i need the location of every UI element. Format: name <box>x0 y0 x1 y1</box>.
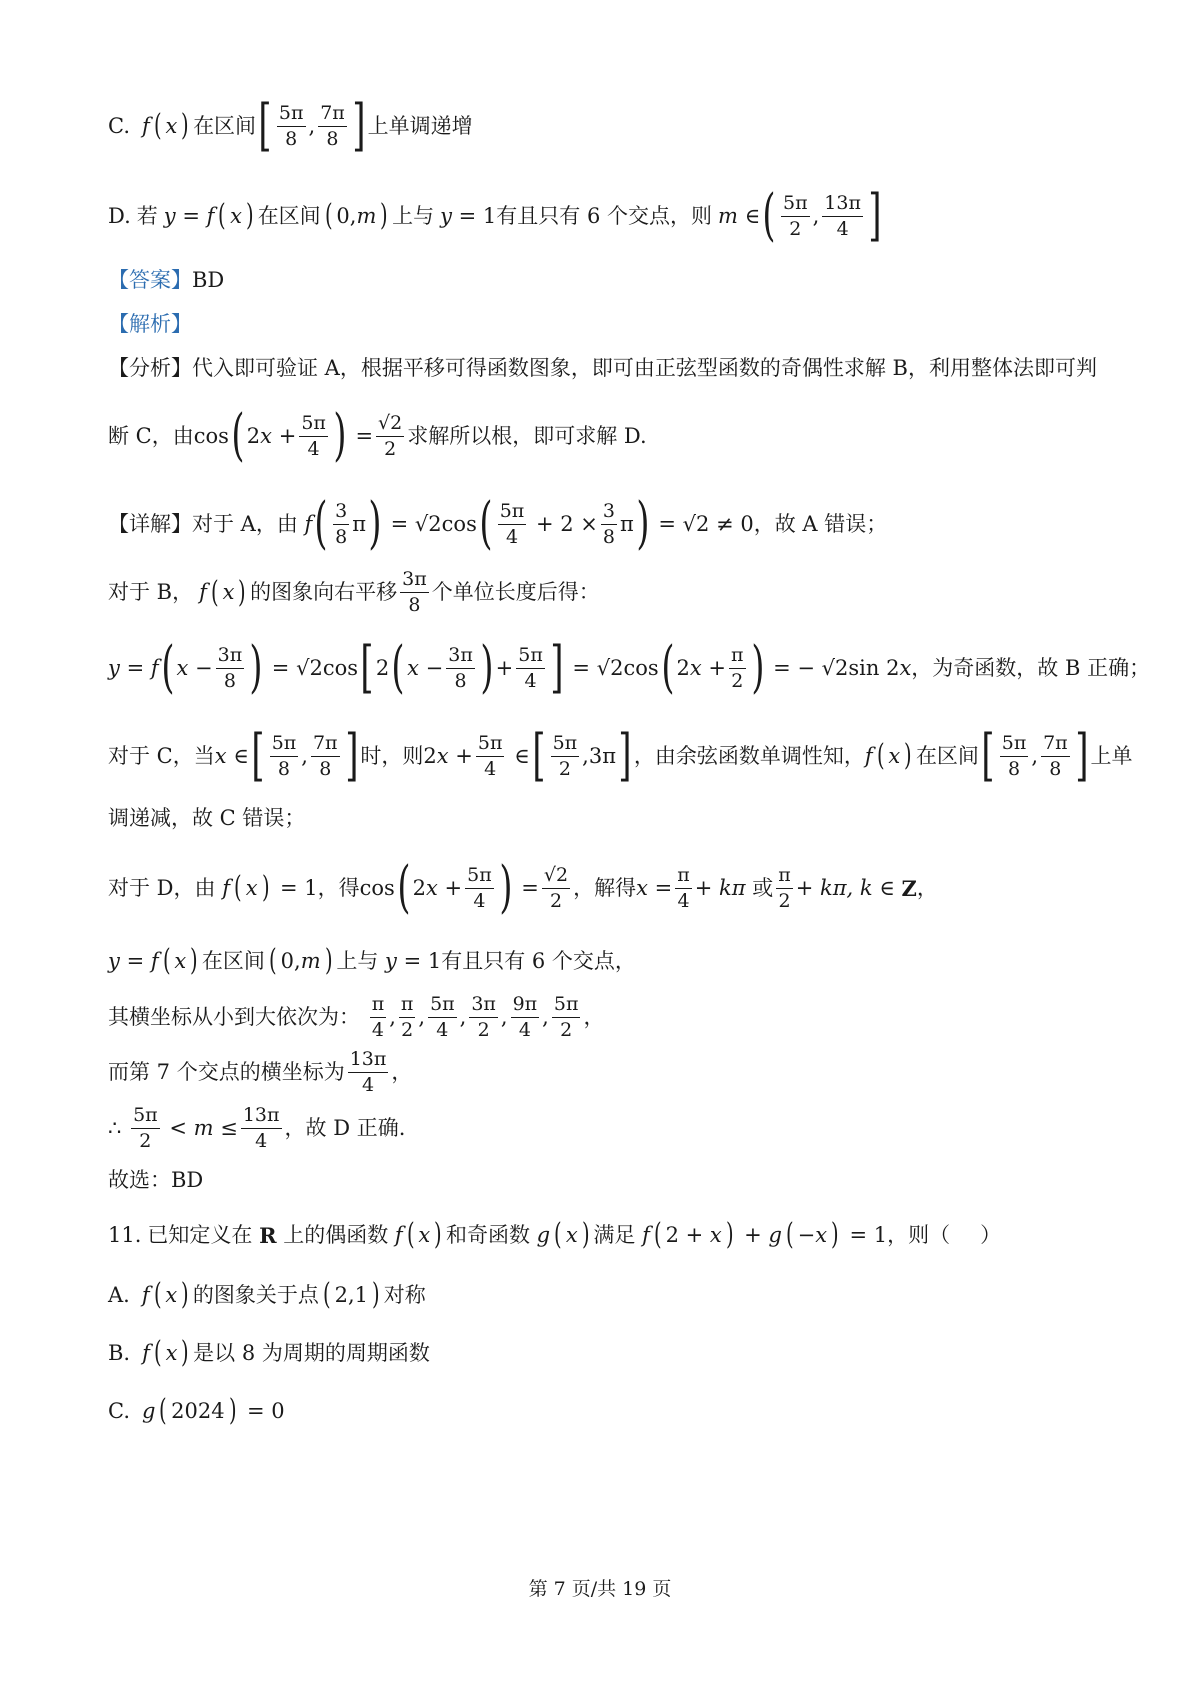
func: cos <box>193 423 229 448</box>
fraction: $\frac{√2}{2}$ <box>543 863 569 912</box>
sqrt: √2 <box>296 655 323 680</box>
option-label: C. <box>108 113 130 138</box>
question-11: 11. 已知定义在 R 上的偶函数 f ( x ) 和奇函数 g ( x ) 满足 f ( 2 + x ) + g ( − x ) = 1 ，则（ ） <box>108 1217 1002 1252</box>
text: ，故 D 正确. <box>284 1116 406 1140</box>
var: x <box>214 743 227 768</box>
var: x <box>888 743 901 768</box>
text: 对于 A，由 <box>192 511 298 536</box>
line-d1: 对于 D，由 f ( x ) = 1 ，得 cos ( 2 x + $\frac{5\pi}{4}$ ) = $\frac{√2}{2}$ ，解得 x = $\frac{\pi}{4}$ + kπ 或 $\frac{\pi}{2}$ + kπ, k ∈ Z ， <box>108 855 938 920</box>
var: x <box>245 875 258 900</box>
op: + <box>744 1222 762 1247</box>
line-d5 <box>108 1106 405 1151</box>
op: ∈ <box>233 743 249 768</box>
var: x <box>689 655 702 680</box>
option-d: D. 若 y = f ( x ) 在区间 ( 0, m ) 上与 y = 1 有且只有 6 个交点，则 m ∈ ( $\frac{5\pi}{2}$ , $\frac{13\pi}{4}$ ] <box>108 183 882 248</box>
fraction: $\frac{9\pi}{4}$ <box>512 993 538 1041</box>
func: cos <box>322 655 358 680</box>
text: ，则（ <box>887 1222 951 1247</box>
var: x <box>418 1222 431 1247</box>
fraction: $\frac{5\pi}{2}$ <box>783 191 808 240</box>
op: = 0 <box>247 1398 285 1423</box>
func-symbol: f <box>642 1222 650 1247</box>
op: = 1 <box>279 875 318 900</box>
fraction: $\frac{3}{8}$ <box>335 499 348 548</box>
op: = <box>126 948 145 973</box>
var: m <box>300 948 321 973</box>
sqrt: √2 <box>596 655 624 680</box>
fraction: $\frac{5\pi}{8}$ <box>271 731 297 780</box>
fraction: $\frac{5\pi}{4}$ <box>477 731 503 780</box>
op: + <box>444 875 463 900</box>
fraction: $\frac{5\pi}{4}$ <box>301 411 326 460</box>
text: ，为奇函数，故 B 正确； <box>911 655 1151 680</box>
answer-line <box>108 270 224 291</box>
point: 2,1 <box>334 1282 369 1307</box>
fraction: $\frac{3\pi}{8}$ <box>448 643 473 692</box>
var: m <box>193 1116 214 1140</box>
pi: π <box>352 511 367 536</box>
num: 2024 <box>171 1398 225 1423</box>
op: + <box>708 655 727 680</box>
var: m <box>356 203 377 228</box>
term: 2 + <box>665 1222 704 1247</box>
text: ， <box>583 1005 605 1029</box>
op: = <box>521 875 539 900</box>
text: 有且只有 6 个交点， <box>441 948 636 973</box>
fraction: $\frac{7\pi}{8}$ <box>312 731 338 780</box>
var: x <box>174 948 187 973</box>
op: − <box>425 655 444 680</box>
line-b2: y = f ( x − $\frac{3\pi}{8}$ ) = √2 cos [ 2 ( x − $\frac{3\pi}{8}$ ) + $\frac{5\pi}{4}$ ] = √2 cos ( 2 x + $\frac{\pi}{2}$ ) = − √2 sin 2 x ，为奇函数，故 B 正确； <box>108 635 1151 700</box>
op: = 1 <box>458 203 497 228</box>
op: = <box>126 655 145 680</box>
text: 对称 <box>383 1282 426 1307</box>
func-symbol: g <box>536 1222 551 1247</box>
real-set: R <box>259 1222 277 1248</box>
fenxi-line-2: 断 C，由 cos ( 2 x + $\frac{5\pi}{4}$ ) = $\frac{√2}{2}$ 求解所以根，即可求解 D. <box>108 403 647 468</box>
func-symbol: f <box>206 203 215 228</box>
text: 对于 C，当 <box>108 743 215 768</box>
func: sin 2 <box>848 655 900 680</box>
var: x <box>815 1222 828 1247</box>
text: 在区间 <box>915 743 979 768</box>
fraction: $\frac{5\pi}{4}$ <box>518 643 543 692</box>
text: 若 <box>136 203 158 228</box>
text: 的图象向右平移 <box>250 580 398 604</box>
op: = <box>271 655 290 680</box>
func-symbol: f <box>150 655 159 680</box>
var: y <box>163 203 176 228</box>
text: 上的偶函数 <box>283 1222 389 1247</box>
num: 2 <box>375 655 390 680</box>
func-symbol: f <box>394 1222 403 1247</box>
text: ，解得 <box>573 875 637 900</box>
op: = <box>182 203 200 228</box>
fraction: $\frac{3}{8}$ <box>602 499 615 548</box>
num: 0, <box>280 948 301 973</box>
fraction: $\frac{5\pi}{2}$ <box>133 1104 158 1152</box>
question-number: 11. <box>108 1222 142 1247</box>
fraction: $\frac{5\pi}{8}$ <box>278 101 304 150</box>
q11-option-b: B. f ( x ) 是以 8 为周期的周期函数 <box>108 1335 430 1370</box>
text: 对于 B， <box>108 580 194 604</box>
op: = 1 <box>849 1222 888 1247</box>
fraction: $\frac{5\pi}{4}$ <box>430 993 455 1041</box>
line-c2 <box>108 808 305 829</box>
text: 断 C，由 <box>108 423 194 448</box>
var: x <box>899 655 912 680</box>
var: x <box>426 875 438 900</box>
text: 调递减，故 C 错误； <box>108 806 306 830</box>
func-symbol: f <box>304 511 313 536</box>
option-label: C. <box>108 1398 130 1423</box>
text: 而第 7 个交点的横坐标为 <box>108 1060 345 1084</box>
fraction: $\frac{13\pi}{4}$ <box>824 191 861 240</box>
fraction: $\frac{7\pi}{8}$ <box>1043 731 1068 780</box>
fraction: $\frac{3\pi}{8}$ <box>217 643 243 692</box>
func-symbol: g <box>768 1222 782 1247</box>
var: y <box>108 655 120 680</box>
fraction: $\frac{5\pi}{2}$ <box>553 993 579 1041</box>
text: 时，则 <box>360 743 424 768</box>
var: y <box>108 948 120 973</box>
text: 上与 <box>392 203 435 228</box>
xiangjie-tag: 【详解】 <box>108 511 192 536</box>
text: ，由余弦函数单调性知， <box>633 743 865 768</box>
text: 是以 8 为周期的周期函数 <box>193 1340 430 1365</box>
op: = <box>654 875 673 900</box>
text: 已知定义在 <box>147 1222 253 1247</box>
text: 的图象关于点 <box>192 1282 319 1307</box>
text: 上单调递增 <box>367 113 473 138</box>
text: 对于 D，由 <box>108 875 216 900</box>
fraction: $\frac{5\pi}{4}$ <box>467 863 492 912</box>
text: 和奇函数 <box>445 1222 530 1247</box>
func-symbol: g <box>142 1398 156 1423</box>
fraction: $\frac{\pi}{4}$ <box>677 863 690 912</box>
num: 2 <box>423 743 437 768</box>
func-symbol: f <box>864 743 873 768</box>
op: ∈ <box>744 203 761 228</box>
guxuan-line <box>108 1170 203 1191</box>
func-symbol: f <box>142 1340 150 1365</box>
text: 在区间 <box>257 203 321 228</box>
op: = 1 <box>403 948 442 973</box>
text: 其横坐标从小到大依次为： <box>108 1005 360 1029</box>
op: = <box>355 423 374 448</box>
func: cos <box>359 875 395 900</box>
text: 上单 <box>1090 743 1133 768</box>
fraction: $\frac{13\pi}{4}$ <box>242 1104 280 1152</box>
var: x <box>165 1340 178 1365</box>
var: x <box>709 1222 722 1247</box>
line-d2: y = f ( x ) 在区间 ( 0, m ) 上与 y = 1 有且只有 6 个交点， <box>108 943 636 978</box>
op: − <box>797 1222 816 1247</box>
line-b1: 对于 B， f ( x ) 的图象向右平移 $\frac{3\pi}{8}$ 个单位长度后得： <box>108 568 600 616</box>
text: 故选：BD <box>108 1168 204 1192</box>
text: 代入即可验证 A，根据平移可得函数图象，即可由正弦型函数的奇偶性求解 B，利用整体法即可判 <box>192 356 1097 380</box>
jiexi-line <box>108 314 192 335</box>
answer-tag: 【答案】 <box>108 268 192 292</box>
num: 2 <box>676 655 690 680</box>
pi: π <box>619 511 634 536</box>
text: ，故 A 错误； <box>753 511 888 536</box>
text: 个单位长度后得： <box>431 580 600 604</box>
var: y <box>440 203 452 228</box>
var: x <box>636 875 648 900</box>
var: x <box>176 655 189 680</box>
text: ， <box>916 875 938 900</box>
fraction: $\frac{5\pi}{8}$ <box>1001 731 1027 780</box>
var: x <box>222 580 235 604</box>
fraction: $\frac{5\pi}{2}$ <box>552 731 578 780</box>
answer-value: BD <box>192 268 225 292</box>
func-symbol: f <box>141 1282 150 1307</box>
text: 有且只有 6 个交点，则 <box>496 203 713 228</box>
text: 在区间 <box>201 948 265 973</box>
fraction: $\frac{5\pi}{4}$ <box>499 499 525 548</box>
op: + <box>455 743 473 768</box>
func-symbol: f <box>142 113 150 138</box>
num: 2 <box>412 875 427 900</box>
option-label: A. <box>108 1282 130 1307</box>
page-footer: 第 7 页/共 19 页 <box>528 1578 672 1600</box>
op: + 2 × <box>535 511 598 536</box>
fraction: $\frac{\pi}{2}$ <box>778 863 791 912</box>
text: ， <box>391 1060 413 1084</box>
var: x <box>230 203 242 228</box>
var: x <box>565 1222 578 1247</box>
var: x <box>407 655 419 680</box>
fenxi-line <box>108 358 1097 379</box>
var: m <box>718 203 738 228</box>
q11-option-a: A. f ( x ) 的图象关于点 ( 2,1 ) 对称 <box>108 1277 426 1312</box>
fenxi-tag: 【分析】 <box>108 356 192 380</box>
sqrt: √2 <box>414 511 442 536</box>
op: + <box>278 423 297 448</box>
fraction: $\frac{\pi}{2}$ <box>400 993 414 1041</box>
func-symbol: f <box>222 875 230 900</box>
op: − <box>195 655 213 680</box>
func-symbol: f <box>199 580 207 604</box>
op: < <box>169 1116 187 1140</box>
op: + <box>495 655 514 680</box>
num: 2 <box>246 423 261 448</box>
fraction: $\frac{3\pi}{8}$ <box>402 568 427 616</box>
option-label: B. <box>108 1340 131 1365</box>
fraction: $\frac{\pi}{2}$ <box>731 643 744 692</box>
text: 或 <box>752 875 774 900</box>
text: ） <box>980 1222 1002 1247</box>
therefore: ∴ <box>108 1116 122 1140</box>
line-c1: 对于 C，当 x ∈ [ $\frac{5\pi}{8}$ , $\frac{7\pi}{8}$ ] 时，则 2 x + $\frac{5\pi}{4}$ ∈ [ $\frac{5\pi}{2}$ , 3π ] ，由余弦函数单调性知， f ( x ) 在区间 [ $\frac{5\pi}{8}$ , $\frac{7\pi}{8}$ ] 上单 <box>108 723 1133 788</box>
var: x <box>165 1282 178 1307</box>
op: ≤ <box>220 1116 238 1140</box>
num: 0, <box>336 203 357 228</box>
var: x <box>436 743 449 768</box>
text: 上与 <box>336 948 379 973</box>
var: x <box>260 423 273 448</box>
text: 求解所以根，即可求解 D. <box>407 423 647 448</box>
func: cos <box>441 511 477 536</box>
text: ，得 <box>317 875 360 900</box>
sqrt: √2 <box>821 655 849 680</box>
fraction: $\frac{\pi}{4}$ <box>371 993 385 1041</box>
integer-set: Z <box>901 875 917 901</box>
fraction: $\frac{7\pi}{8}$ <box>320 101 345 150</box>
op: = − <box>773 655 815 680</box>
line-d3: 其横坐标从小到大依次为： $\frac{\pi}{4}$ , $\frac{\pi}{2}$ , $\frac{5\pi}{4}$ , $\frac{3\pi}{2}$ , $\frac{9\pi}{4}$ , $\frac{5\pi}{2}$ ， <box>108 993 605 1041</box>
term: + kπ, k ∈ <box>795 875 895 900</box>
func: cos <box>623 655 659 680</box>
option-label: D. <box>108 203 131 228</box>
line-d4 <box>108 1050 412 1095</box>
op: = <box>658 511 676 536</box>
num: 3π <box>588 743 617 768</box>
fraction: $\frac{3\pi}{2}$ <box>471 993 496 1041</box>
q11-option-c: C. g ( 2024 ) = 0 <box>108 1393 285 1428</box>
analysis-tag: 【解析】 <box>108 312 192 336</box>
text: 在区间 <box>193 113 257 138</box>
op: = <box>390 511 409 536</box>
var: y <box>385 948 397 973</box>
fraction: $\frac{13\pi}{4}$ <box>349 1048 387 1096</box>
var: x <box>165 113 178 138</box>
result: √2 ≠ 0 <box>682 511 754 536</box>
xiangjie-line: 【详解】 对于 A，由 f ( $\frac{3}{8}$ π ) = √2 cos ( $\frac{5\pi}{4}$ + 2 × $\frac{3}{8}$ π ) = √2 ≠ 0 ，故 A 错误； <box>108 491 888 556</box>
fraction: $\frac{√2}{2}$ <box>378 411 403 460</box>
text: 满足 <box>593 1222 636 1247</box>
option-c: C. f ( x ) 在区间 [ $\frac{5\pi}{8}$ , $\frac{7\pi}{8}$ ] 上单调递增 <box>108 93 473 158</box>
func-symbol: f <box>150 948 159 973</box>
op: = <box>572 655 591 680</box>
op: ∈ <box>514 743 530 768</box>
term: + kπ <box>694 875 746 900</box>
